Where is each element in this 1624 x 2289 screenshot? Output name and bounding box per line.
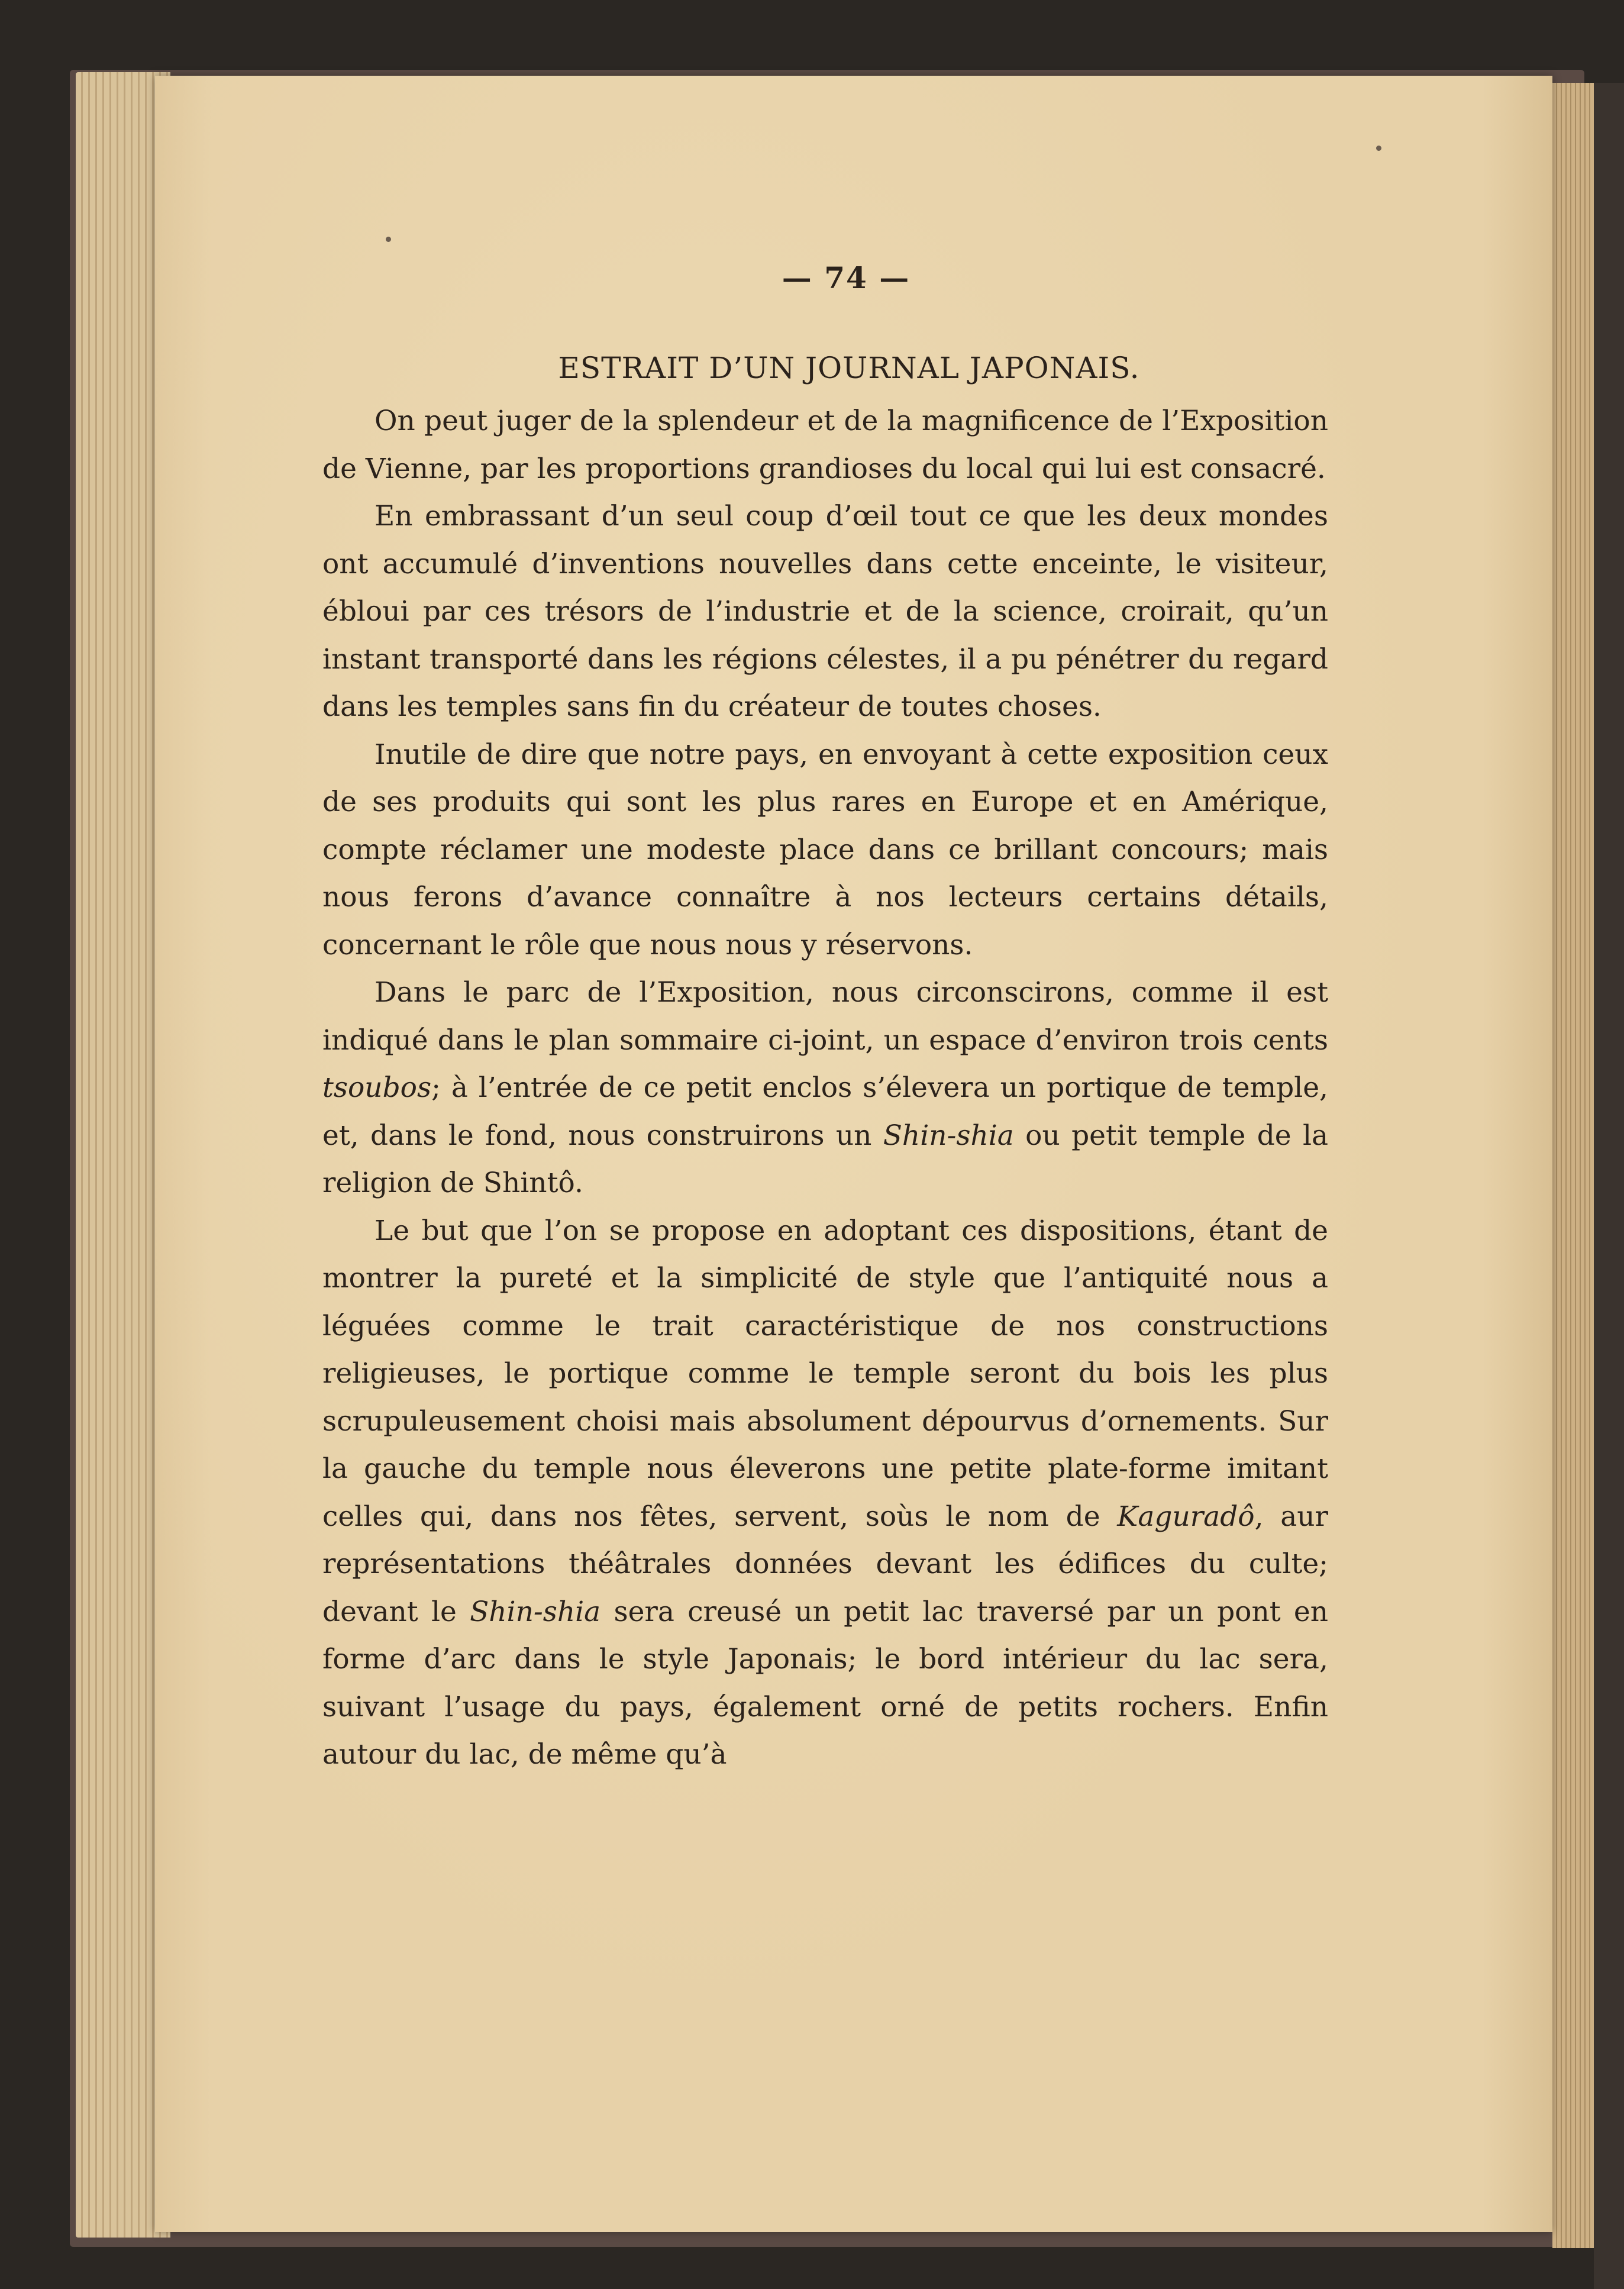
paragraph-3: Inutile de dire que notre pays, en envoyant à cette exposition ceux de ses produits qui sont les plus rares en Europe et en Amérique, compte réclamer une modeste place dans ce brillant concours; mais nous ferons d’avance connaître à nos lecteurs certains détails, concernant le rôle que nous nous y réservons. — [322, 738, 1328, 961]
binding-edge — [1594, 83, 1624, 2289]
paper-speck — [386, 237, 391, 242]
italic-term: Shin-shia — [883, 1119, 1014, 1152]
italic-term: Kaguradô — [1117, 1500, 1255, 1533]
article-heading: ESTRAIT D’UN JOURNAL JAPONAIS. — [558, 350, 1140, 385]
page-text — [322, 254, 1328, 1779]
page-stack-right — [1552, 83, 1594, 2248]
italic-term: Shin-shia — [470, 1595, 601, 1628]
page-number: — 74 — — [782, 260, 911, 295]
paper-speck — [1376, 146, 1381, 151]
paragraph-5: Le but que l’on se propose en adoptant ces dispositions, étant de montrer la pureté et la simplicité de style que l’antiquité nous a léguées comme le trait caractéristique de nos constructions religieuses, le portique comme le temple seront du bois les plus scrupuleusement choisi mais absolument dépourvus d’ornements. Sur la gauche du temple nous éleverons une petite plate-forme imitant celles qui, dans nos fêtes, servent, soùs le nom de Kaguradô, aur représentations théâtrales données devant les édifices du culte; devant le Shin-shia sera creusé un petit lac traversé par un pont en forme d’arc dans le style Japonais; le bord intérieur du lac sera, suivant l’usage du pays, également orné de petits rochers. Enfin autour du lac, de même qu’à — [322, 1214, 1328, 1771]
italic-term: tsoubos — [322, 1071, 432, 1104]
paragraph-4: Dans le parc de l’Exposition, nous circonscirons, comme il est indiqué dans le plan sommaire ci-joint, un espace d’environ trois cents tsoubos; à l’entrée de ce petit enclos s’élevera un portique de temple, et, dans le fond, nous construirons un Shin-shia ou petit temple de la religion de Shintô. — [322, 976, 1328, 1199]
paragraph-1: On peut juger de la splendeur et de la magnificence de l’Exposition de Vienne, par les proportions grandioses du local qui lui est consacré. — [322, 405, 1328, 485]
paragraph-2: En embrassant d’un seul coup d’œil tout ce que les deux mondes ont accumulé d’inventions nouvelles dans cette enceinte, le visiteur, ébloui par ces trésors de l’industrie et de la science, croirait, qu’un instant transporté dans les régions célestes, il a pu pénétrer du regard dans les temples sans fin du créateur de toutes choses. — [322, 500, 1328, 723]
